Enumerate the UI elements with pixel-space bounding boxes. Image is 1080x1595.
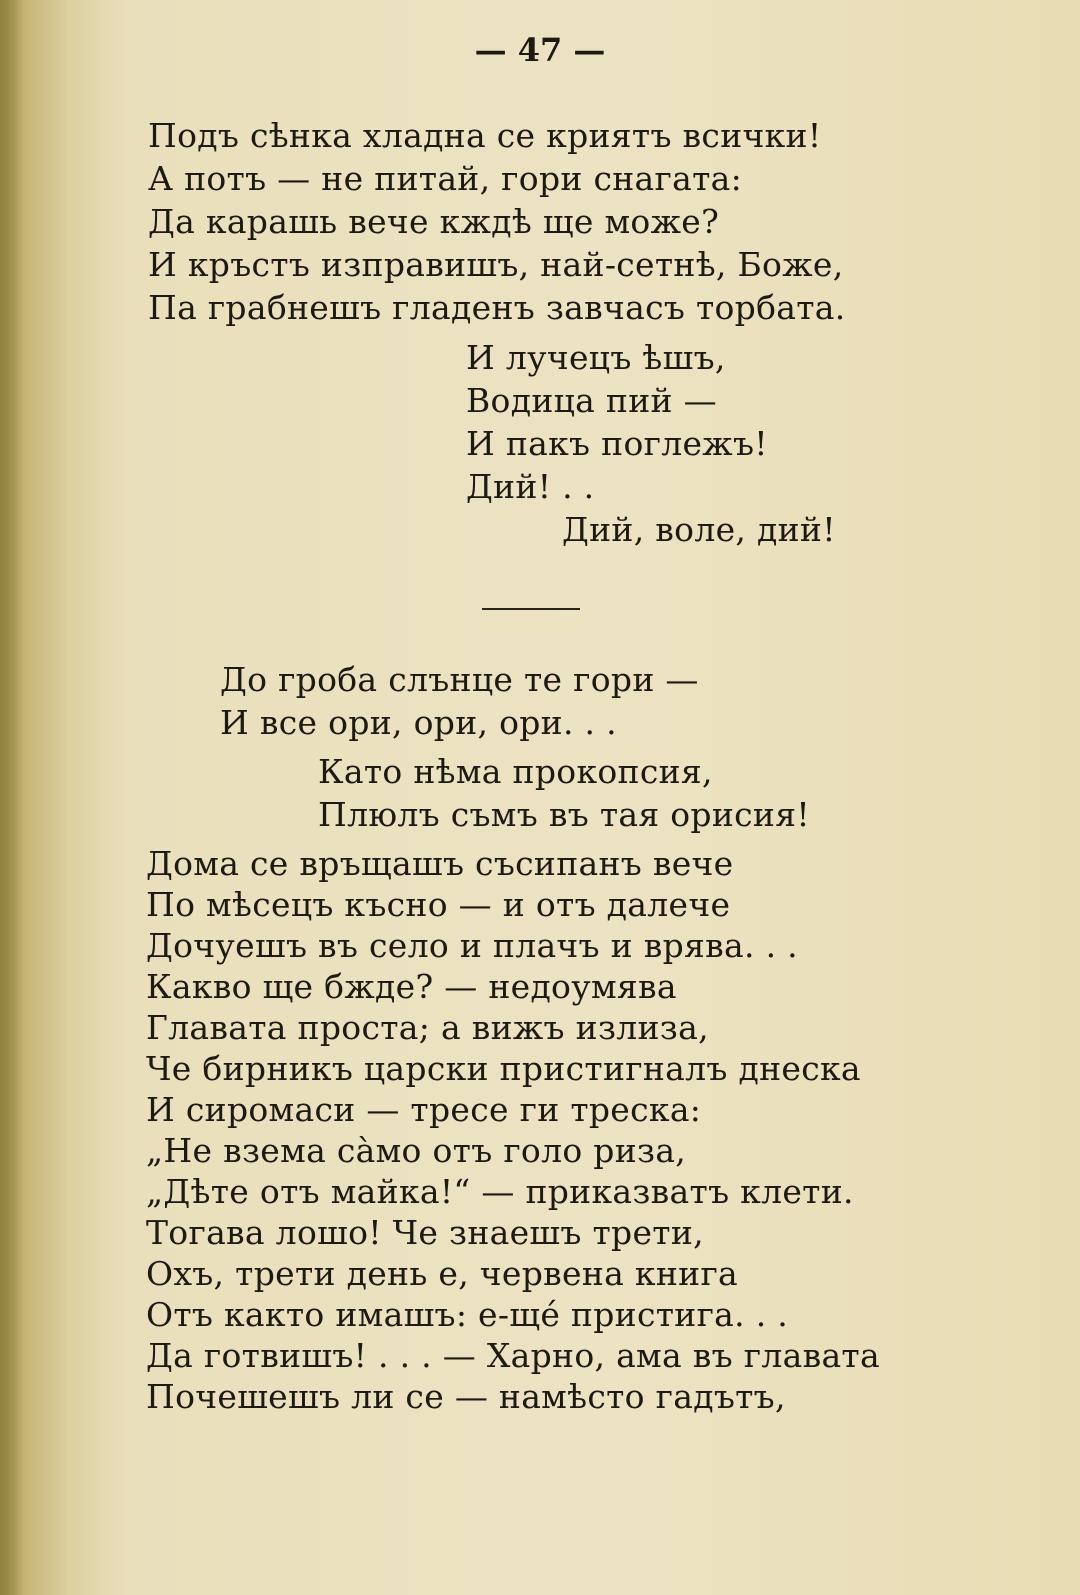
poem-line: Дочуешъ въ село и плачъ и врява. . . [146, 926, 798, 965]
poem-line: По мѣсецъ късно — и отъ далече [146, 885, 731, 924]
poem-line: „Дѣте отъ майка!“ — приказватъ клети. [146, 1172, 854, 1211]
poem-line: И кръстъ изправишъ, най-сетнѣ, Боже, [148, 245, 844, 284]
poem-line: Тогава лошо! Че знаешъ трети, [146, 1213, 704, 1252]
poem-line: Да готвишъ! . . . — Харно, ама въ главата [146, 1336, 880, 1375]
poem-line: До гроба слънце те гори — [220, 660, 699, 699]
poem-line: Почешешъ ли се — намѣсто гадътъ, [146, 1377, 786, 1416]
section-divider [482, 608, 580, 610]
poem-line: Че бирникъ царски пристигналъ днеска [146, 1049, 861, 1088]
poem-line: Да карашь вече кждѣ ще може? [148, 202, 720, 241]
refrain-line: Дий! . . [466, 467, 595, 506]
poem-line: Главата проста; а вижъ излиза, [146, 1008, 709, 1047]
poem-line: Какво ще бжде? — недоумява [146, 967, 677, 1006]
refrain-line: Водица пий — [466, 381, 717, 420]
poem-line: Плюлъ съмъ въ тая орисия! [318, 795, 810, 834]
poem-line: Па грабнешъ гладенъ завчасъ торбата. [148, 288, 846, 327]
poem-line: Дома се връщашъ съсипанъ вече [146, 844, 734, 883]
poem-line: И сиромаси — тресе ги треска: [146, 1090, 702, 1129]
poem-line: Охъ, трети день е, червена книга [146, 1254, 739, 1293]
poem-line: Подъ сѣнка хладна се криятъ всички! [148, 116, 822, 155]
poem-line: И все ори, ори, ори. . . [220, 703, 617, 742]
poem-line: Като нѣма прокопсия, [318, 752, 713, 791]
refrain-line: Дий, воле, дий! [562, 510, 836, 549]
poem-line: Отъ както имашъ: е-щé пристига. . . [146, 1295, 789, 1334]
page-number: — 47 — [474, 31, 606, 69]
poem-line: „Не взема сàмо отъ голо риза, [146, 1131, 687, 1170]
refrain-line: И пакъ поглежъ! [466, 424, 768, 463]
refrain-line: И лучецъ ѣшъ, [466, 338, 726, 377]
poem-line: А потъ — не питай, гори снагата: [148, 159, 743, 198]
page-spine-shadow [0, 0, 24, 1595]
